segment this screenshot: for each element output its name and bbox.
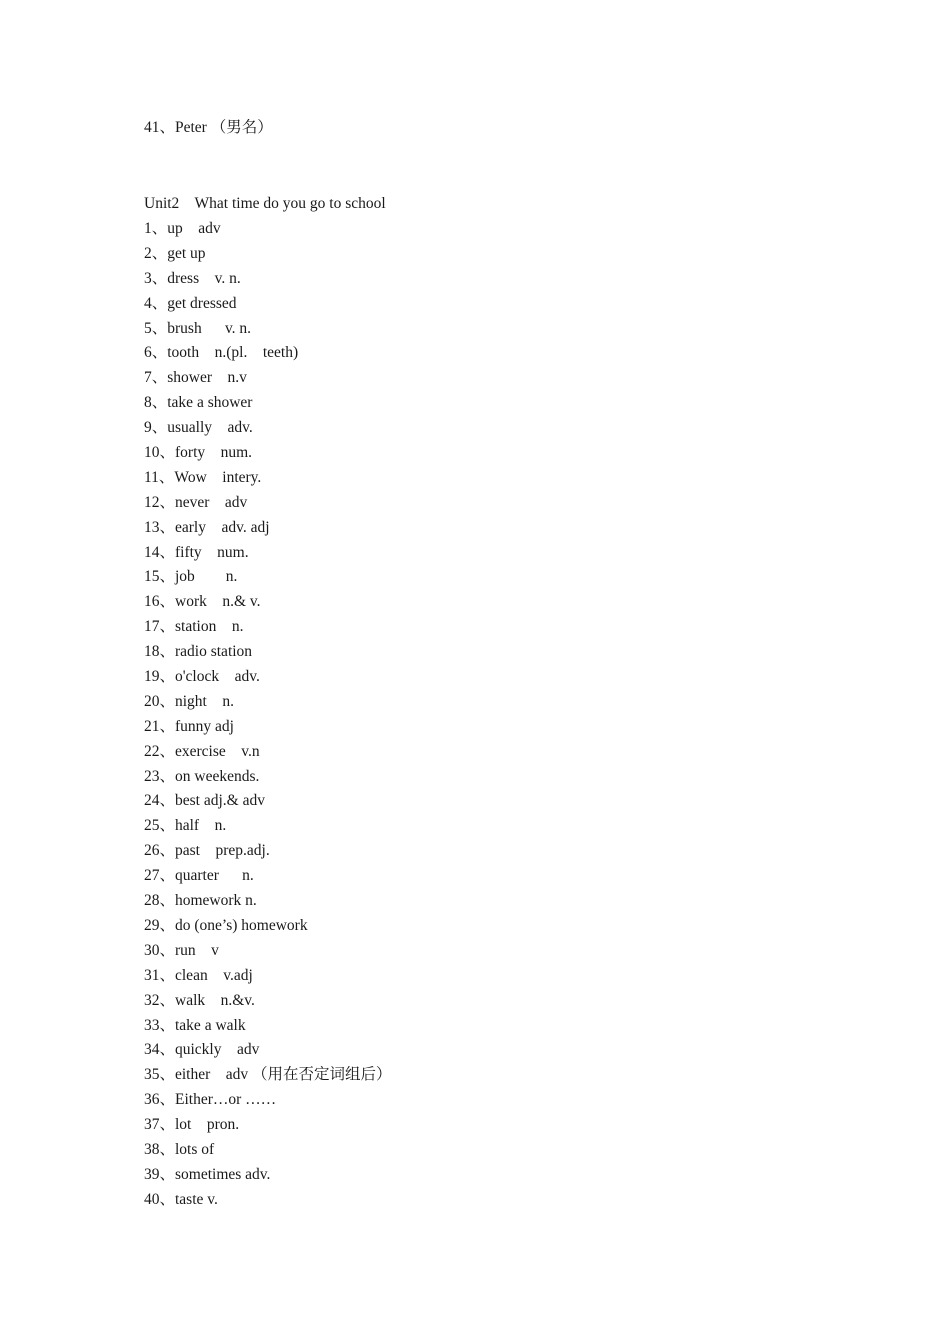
vocab-entry: 3、dress v. n. [144, 269, 241, 287]
vocab-entry: 1、up adv [144, 220, 221, 237]
vocab-list [144, 219, 392, 1215]
vocab-entry: 18、radio station [144, 643, 253, 661]
vocab-entry: 10、forty num. [144, 444, 253, 462]
vocab-entry: 30、run v [144, 941, 219, 959]
vocab-entry: 22、exercise v.n [144, 742, 260, 760]
vocab-entry: 26、past prep.adj. [144, 842, 270, 860]
vocab-entry: 32、walk n.&v. [144, 991, 255, 1009]
vocab-entry: 2、get up [144, 244, 206, 262]
vocab-entry: 39、sometimes adv. [144, 1165, 271, 1183]
vocab-entry: 11、Wow intery. [144, 468, 262, 486]
vocab-entry: 23、on weekends. [144, 767, 260, 785]
vocab-entry: 8、take a shower [144, 394, 253, 412]
vocab-entry: 35、either adv （用在否定词组后） [144, 1066, 392, 1084]
vocab-entry: 24、best adj.& adv [144, 792, 265, 810]
vocab-entry: 21、funny adj [144, 717, 234, 735]
vocab-entry: 6、tooth n.(pl. teeth) [144, 344, 299, 362]
vocab-entry: 27、quarter n. [144, 867, 254, 885]
vocab-entry: 16、work n.& v. [144, 593, 261, 611]
vocab-entry: 7、shower n.v [144, 369, 247, 387]
vocab-entry: 19、o'clock adv. [144, 668, 260, 686]
vocab-entry: 5、brush v. n. [144, 319, 252, 337]
vocab-entry: 15、job n. [144, 568, 238, 586]
vocab-entry: 36、Either…or …… [144, 1091, 277, 1109]
vocab-entry: 17、station n. [144, 618, 244, 636]
vocab-entry: 14、fifty num. [144, 543, 249, 561]
vocab-entry: 20、night n. [144, 692, 234, 710]
vocab-entry: 33、take a walk [144, 1016, 246, 1034]
vocab-entry: 28、homework n. [144, 892, 257, 910]
vocab-entry: 13、early adv. adj [144, 518, 270, 536]
vocab-entry: 12、never adv [144, 493, 248, 511]
vocab-entry: 31、clean v.adj [144, 966, 253, 984]
vocab-entry: 34、quickly adv [144, 1041, 260, 1059]
vocab-entry: 37、lot pron. [144, 1116, 240, 1134]
vocab-entry: 4、get dressed [144, 294, 237, 312]
unit-title: Unit2 What time do you go to school [144, 195, 386, 212]
vocab-entry: 25、half n. [144, 817, 227, 835]
vocab-entry: 40、taste v. [144, 1190, 218, 1208]
vocab-entry: 38、lots of [144, 1140, 215, 1158]
previous-vocab-item: 41、Peter （男名） [144, 119, 273, 136]
vocab-entry: 9、usually adv. [144, 419, 253, 437]
vocab-entry: 29、do (one’s) homework [144, 916, 308, 934]
